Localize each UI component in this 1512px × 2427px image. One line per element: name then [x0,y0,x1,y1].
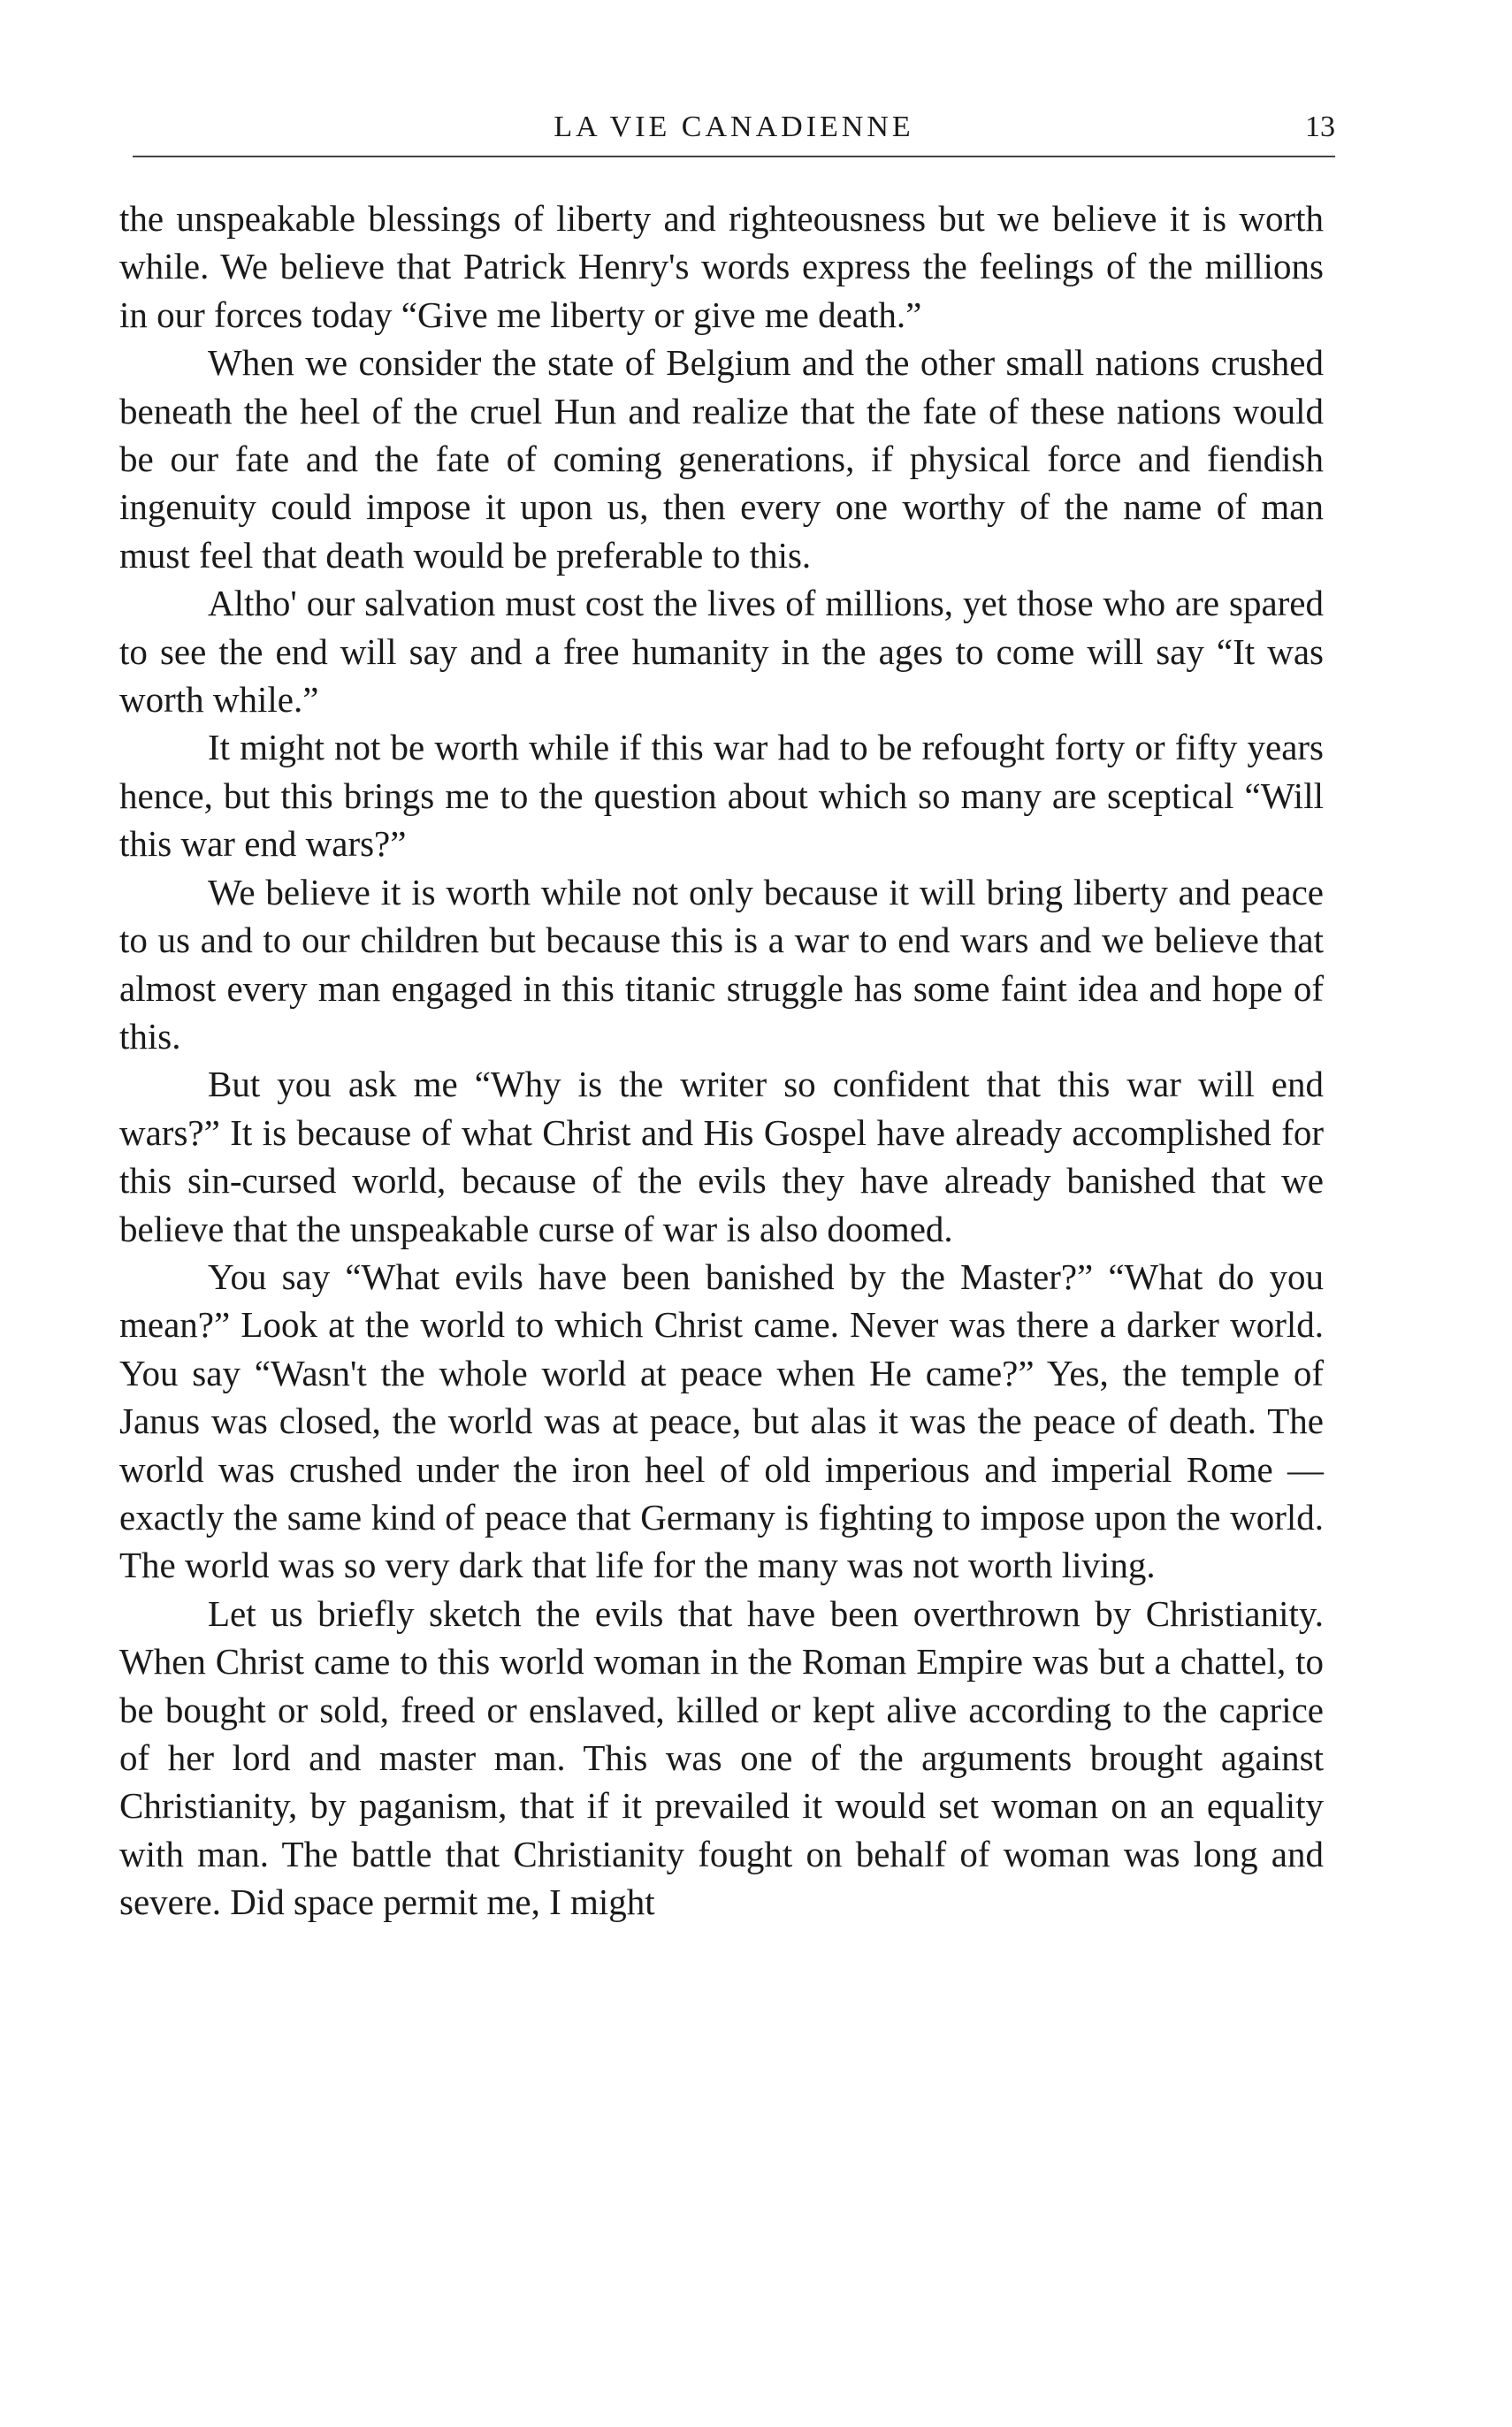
paragraph-7: You say “What evils have been banished by the Master?” “What do you mean?” Look at the world to which Christ came. Never was there a darker world. You say “Wasn't the whole world at peace when He came?” Yes, the temple of Janus was closed, the world was at peace, but alas it was the peace of death. The world was crushed under the iron heel of old imperious and imperial Rome — exactly the same kind of peace that Germany is fighting to impose upon the world. The world was so very dark that life for the many was not worth living. [119,1255,1324,1586]
paragraph-1: the unspeakable blessings of liberty and righteousness but we believe it is worth while. We believe that Patrick Henry's words express the feelings of the millions in our forces today “Give me liberty or give me death.” [119,198,1324,335]
paragraph-8: Let us briefly sketch the evils that have been overthrown by Christianity. When Christ came to this world woman in the Roman Empire was but a chattel, to be bought or sold, freed or enslaved, killed or kept alive according to the caprice of her lord and master man. This was one of the arguments brought against Christianity, by paganism, that if it prevailed it would set woman on an equality with man. The battle that Christianity fought on behalf of woman was long and severe. Did space permit me, I might [119,1592,1324,1923]
page-number: 13 [1305,111,1335,143]
body-text [119,195,1324,1927]
header-rule [133,156,1335,157]
running-title: LA VIE CANADIENNE [554,111,914,143]
paragraph-4: It might not be worth while if this war had to be refought forty or fifty years hence, but this brings me to the question about which so many are sceptical “Will this war end wars?” [119,727,1324,865]
paragraph-3: Altho' our salvation must cost the lives of millions, yet those who are spared to see the end will say and a free humanity in the ages to come will say “It was worth while.” [119,583,1324,721]
page-header [133,111,1335,155]
paragraph-6: But you ask me “Why is the writer so confident that this war will end wars?” It is because of what Christ and His Gospel have already accomplished for this sin-cursed world, because of the evils they have already banished that we believe that the unspeakable curse of war is also doomed. [119,1064,1324,1249]
paragraph-5: We believe it is worth while not only because it will bring liberty and peace to us and to our children but because this is a war to end wars and we believe that almost every man engaged in this titanic struggle has some faint idea and hope of this. [119,871,1324,1057]
paragraph-2: When we consider the state of Belgium and the other small nations crushed beneath the heel of the cruel Hun and realize that the fate of these nations would be our fate and the fate of coming generations, if physical force and fiendish ingenuity could impose it upon us, then every one worthy of the name of man must feel that death would be preferable to this. [119,342,1324,576]
